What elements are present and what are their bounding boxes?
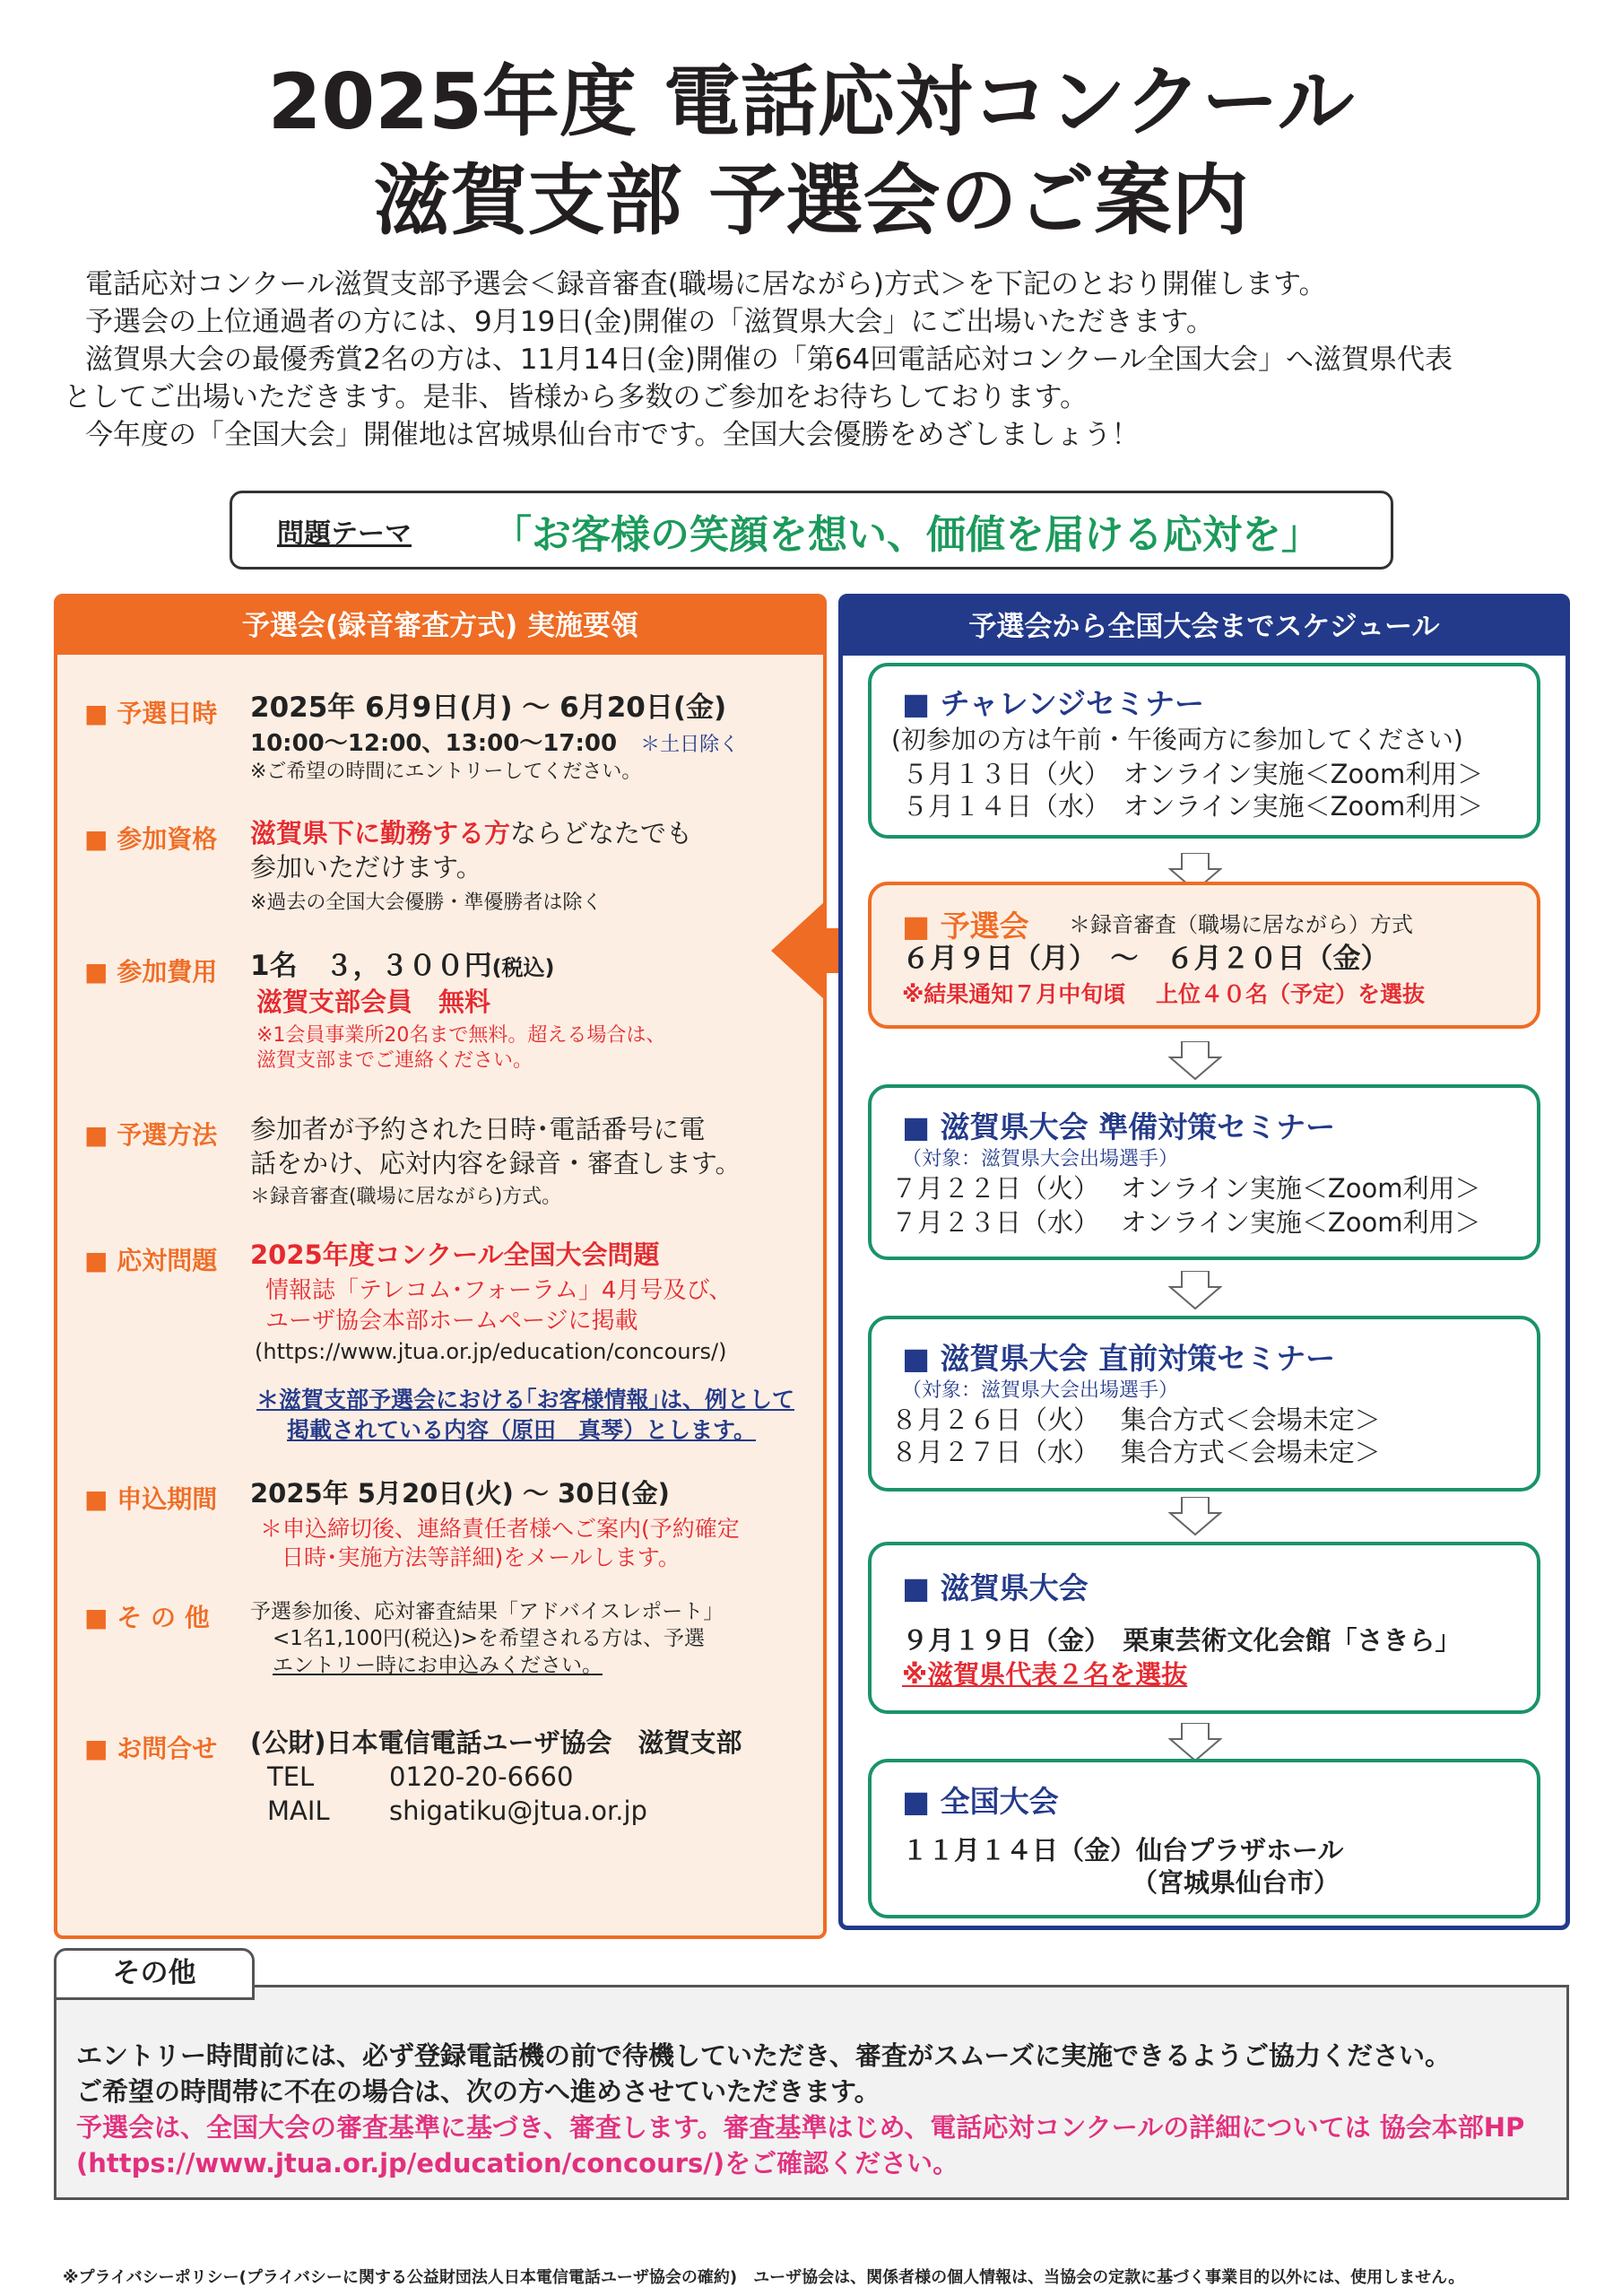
method-note: ＊録音審査(職場に居ながら)方式。	[250, 1186, 562, 1208]
apply-main: 2025年 5月20日(火) ～ 30日(金)	[250, 1478, 670, 1509]
fee-member: 滋賀支部会員 無料	[256, 987, 491, 1017]
problem-note2: 掲載されている内容（原田 真琴）とします。	[287, 1417, 757, 1443]
final-seminar-l1: ８月２６日（火） 集合方式＜会場未定＞	[891, 1405, 1381, 1435]
qual-label: ■ 参加資格	[84, 824, 218, 854]
theme-box	[230, 491, 1393, 570]
page-subtitle: 滋賀支部 予選会のご案内	[373, 156, 1249, 246]
pref-title: ■ 滋賀県大会	[902, 1570, 1089, 1605]
other-label: ■ そ の 他	[84, 1603, 210, 1632]
prep-l2: ７月２３日（水） オンライン実施＜Zoom利用＞	[891, 1207, 1481, 1238]
intro-line-2: 予選会の上位通過者の方には、9月19日(金)開催の「滋賀県大会」にご出場いただきます。	[85, 306, 1214, 338]
tel-value[interactable]: 0120-20-6660	[389, 1761, 574, 1792]
qual-rest: ならどなたでも	[510, 818, 693, 848]
prelim-l2: ※結果通知７月中旬頃 上位４０名（予定）を選抜	[902, 981, 1426, 1007]
apply-label: ■ 申込期間	[84, 1484, 218, 1514]
national-l2: （宮城県仙台市）	[1132, 1867, 1340, 1898]
prelim-title: ■ 予選会	[902, 909, 1029, 944]
method-line2: 話をかけ、応対内容を録音・審査します。	[250, 1148, 742, 1178]
mail-value[interactable]: shigatiku@jtua.or.jp	[389, 1796, 647, 1826]
down-arrow-icon	[1168, 1497, 1222, 1536]
date-main: 2025年 6月9日(月) ～ 6月20日(金)	[250, 691, 727, 724]
intro-text	[64, 265, 1592, 454]
problem-main: 2025年度コンクール全国大会問題	[250, 1239, 660, 1270]
pref-l2: ※滋賀県代表２名を選抜	[902, 1659, 1188, 1690]
national-title: ■ 全国大会	[902, 1784, 1059, 1819]
schedule-challenge-seminar	[868, 663, 1540, 839]
challenge-title: ■ チャレンジセミナー	[902, 686, 1205, 721]
date-time-note: ＊土日除く	[640, 734, 740, 756]
method-line1: 参加者が予約された日時･電話番号に電	[250, 1114, 706, 1144]
pref-l1: ９月１９日（金） 栗東芸術文化会館「さきら」	[902, 1625, 1462, 1656]
other-note4: (https://www.jtua.or.jp/education/concours/)をご確認ください。	[76, 2148, 959, 2179]
schedule-preliminary	[868, 882, 1540, 1029]
prep-title: ■ 滋賀県大会 準備対策セミナー	[902, 1109, 1336, 1144]
other-note3: 予選会は、全国大会の審査基準に基づき、審査します。審査基準はじめ、電話応対コンクールの詳細については 協会本部HP	[76, 2112, 1525, 2143]
other-line2: <1名1,100円(税込)>を希望される方は、予選	[273, 1627, 705, 1650]
down-arrow-icon	[1168, 1271, 1222, 1310]
intro-line-1: 電話応対コンクール滋賀支部予選会＜録音審査(職場に居ながら)方式＞を下記のとおり開催します。	[85, 268, 1327, 300]
intro-line-3: 滋賀県大会の最優秀賞2名の方は、11月14日(金)開催の「第64回電話応対コンクール全国大会」へ滋賀県代表	[85, 344, 1453, 376]
problem-line1: 情報誌「テレコム･フォーラム」4月号及び、	[265, 1277, 733, 1304]
prep-l1: ７月２２日（火） オンライン実施＜Zoom利用＞	[891, 1173, 1481, 1204]
challenge-l1: ５月１３日（火） オンライン実施＜Zoom利用＞	[902, 759, 1484, 789]
qual-line1	[250, 816, 692, 850]
method-label: ■ 予選方法	[84, 1120, 218, 1150]
final-seminar-note: （対象：滋賀県大会出場選手）	[902, 1379, 1179, 1402]
apply-note1: ＊申込締切後、連絡責任者様へご案内(予約確定	[260, 1516, 740, 1542]
schedule-prep-seminar	[868, 1084, 1540, 1260]
final-seminar-l2: ８月２７日（水） 集合方式＜会場未定＞	[891, 1437, 1381, 1467]
qual-line2: 参加いただけます。	[250, 852, 482, 883]
apply-note2: 日時･実施方法等詳細)をメールします。	[282, 1544, 681, 1570]
theme-label: 問題テーマ	[277, 518, 412, 550]
schedule-panel	[838, 594, 1570, 1930]
page-title: 2025年度 電話応対コンクール	[267, 57, 1355, 147]
fee-main: 1名 ３，３００円(税込)	[250, 950, 555, 982]
schedule-header: 予選会から全国大会までスケジュール	[843, 598, 1566, 656]
final-seminar-title: ■ 滋賀県大会 直前対策セミナー	[902, 1341, 1336, 1376]
guidelines-panel	[54, 594, 827, 1939]
intro-line-4: としてご出場いただきます。是非、皆様から多数のご参加をお待ちしております。	[64, 381, 1089, 413]
prelim-l1: ６月９日（月） ～ ６月２０日（金）	[902, 943, 1389, 975]
date-label: ■ 予選日時	[84, 699, 218, 728]
theme-text: 「お客様の笑顔を想い、価値を届ける応対を」	[492, 512, 1321, 558]
contact-label: ■ お問合せ	[84, 1734, 218, 1763]
prelim-note: ＊録音審査（職場に居ながら）方式	[1069, 912, 1413, 937]
schedule-prefecture-tournament	[868, 1542, 1540, 1714]
fee-tax: (税込)	[491, 955, 555, 980]
contact-org: (公財)日本電信電話ユーザ協会 滋賀支部	[250, 1727, 742, 1758]
national-l1: １１月１４日（金）仙台プラザホール	[902, 1835, 1344, 1866]
down-arrow-icon	[1168, 1041, 1222, 1081]
problem-note1: ＊滋賀支部予選会における｢お客様情報｣は、例として	[256, 1387, 795, 1413]
other-notes-box	[54, 1957, 1569, 2200]
other-line3: エントリー時にお申込みください。	[273, 1654, 603, 1677]
qual-note: ※過去の全国大会優勝・準優勝者は除く	[250, 891, 603, 914]
schedule-national-tournament	[868, 1759, 1540, 1918]
date-note: ※ご希望の時間にエントリーしてください。	[250, 761, 642, 783]
other-tab: その他	[54, 1948, 255, 2000]
guidelines-header: 予選会(録音審査方式) 実施要領	[57, 597, 823, 655]
problem-label: ■ 応対問題	[84, 1246, 218, 1275]
down-arrow-icon	[1168, 1723, 1222, 1762]
fee-note1: ※1会員事業所20名まで無料。超える場合は、	[256, 1024, 666, 1047]
other-note1: エントリー時間前には、必ず登録電話機の前で待機していただき、審査がスムーズに実施できるようご協力ください。	[76, 2040, 1451, 2071]
schedule-final-seminar	[868, 1316, 1540, 1492]
other-note2: ご希望の時間帯に不在の場合は、次の方へ進めさせていただきます。	[76, 2076, 880, 2107]
prep-note: （対象：滋賀県大会出場選手）	[902, 1148, 1179, 1170]
privacy-footer: ※プライバシーポリシー(プライバシーに関する公益財団法人日本電信電話ユーザ協会の確約) ユーザ協会は、関係者様の個人情報は、当協会の定款に基づく事業目的以外には、使用しません。	[63, 2268, 1465, 2287]
problem-url[interactable]: (https://www.jtua.or.jp/education/concours/)	[255, 1339, 727, 1364]
mail-label: MAIL	[267, 1796, 330, 1826]
fee-label: ■ 参加費用	[84, 957, 218, 987]
problem-line2: ユーザ協会本部ホームページに掲載	[265, 1308, 638, 1335]
other-line1: 予選参加後、応対審査結果「アドバイスレポート」	[250, 1600, 724, 1623]
intro-line-5: 今年度の「全国大会」開催地は宮城県仙台市です。全国大会優勝をめざしましょう！	[85, 419, 1140, 451]
challenge-note: (初参加の方は午前・午後両方に参加してください)	[891, 725, 1463, 754]
date-time: 10:00～12:00、13:00～17:00 ＊土日除く	[250, 730, 740, 757]
tel-label: TEL	[267, 1761, 315, 1792]
qual-red: 滋賀県下に勤務する方	[250, 818, 511, 848]
challenge-l2: ５月１４日（水） オンライン実施＜Zoom利用＞	[902, 791, 1484, 822]
fee-note2: 滋賀支部までご連絡ください。	[256, 1049, 533, 1072]
